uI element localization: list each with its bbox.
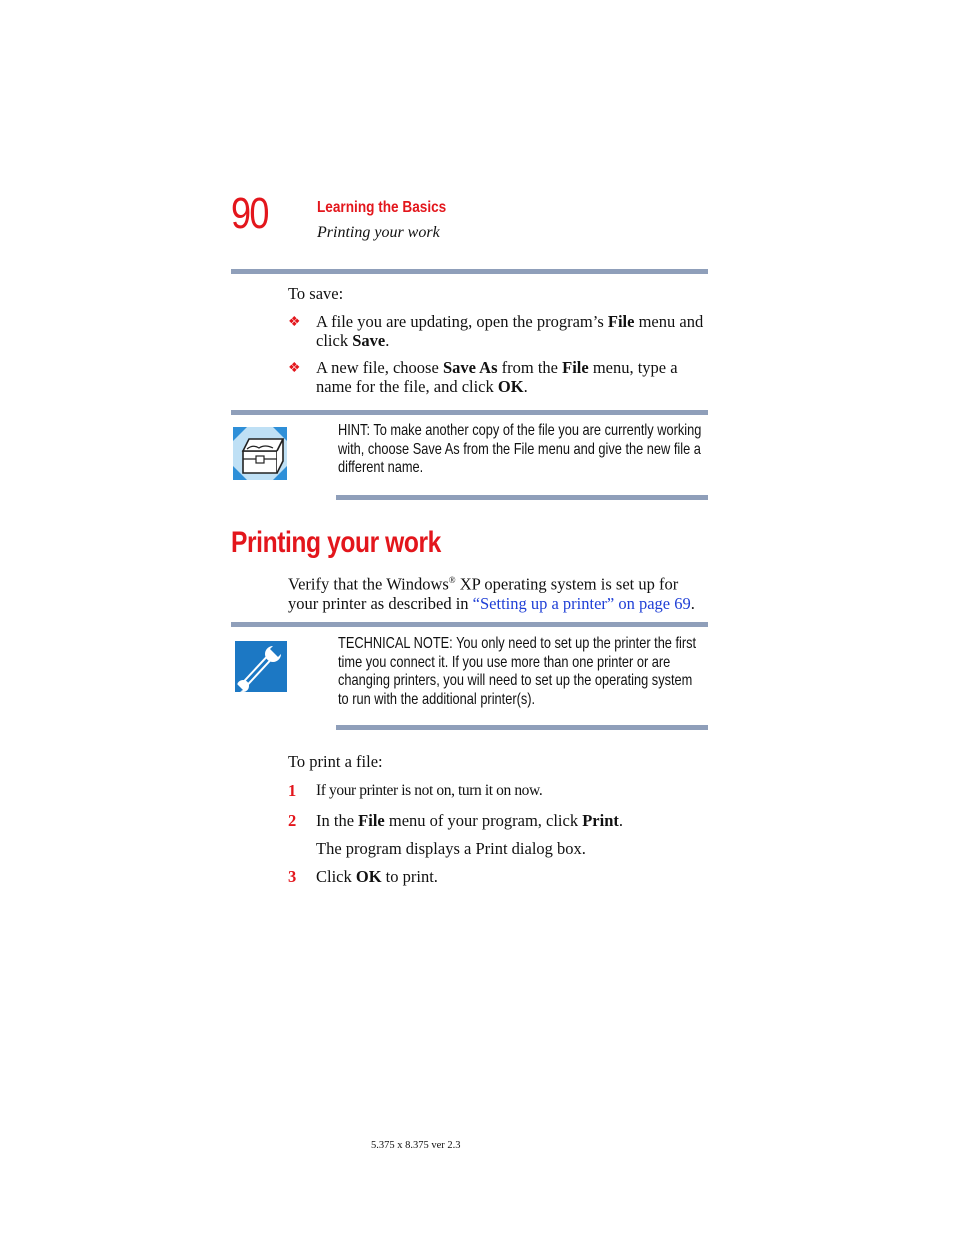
step-1-text: If your printer is not on, turn it on now. xyxy=(316,782,543,799)
step-2-note: The program displays a Print dialog box. xyxy=(316,839,586,858)
header-rule xyxy=(231,269,708,274)
step-2-text: In the File menu of your program, click Print. xyxy=(316,811,624,830)
tech-note-bottom-rule xyxy=(336,725,708,730)
step-number: 2 xyxy=(288,811,297,830)
step-number: 1 xyxy=(288,781,297,800)
tech-note-text: TECHNICAL NOTE: You only need to set up the printer the first time you connect it. If you use more than one printer or are changing printers, you will need to set up the operating system to run with the additional printer(s). xyxy=(338,635,697,708)
tech-note-top-rule xyxy=(231,622,708,627)
step-3-text: Click OK to print. xyxy=(316,867,438,886)
section-heading: Printing your work xyxy=(231,526,441,559)
diamond-bullet-icon: ❖ xyxy=(288,361,301,376)
setting-up-printer-link[interactable]: “Setting up a printer” on page 69 xyxy=(472,593,691,613)
treasure-chest-icon xyxy=(233,427,287,480)
print-intro: To print a file: xyxy=(288,752,383,771)
verify-paragraph: Verify that the Windows® XP operating system is set up for your printer as described in “Setting up a printer” on page 69. xyxy=(288,574,695,613)
step-number: 3 xyxy=(288,867,297,886)
wrench-icon xyxy=(235,641,287,692)
page-number: 90 xyxy=(231,189,268,238)
hint-text: HINT: To make another copy of the file you are currently working with, choose Save As from the File menu and give the new file a different name. xyxy=(338,422,702,477)
save-intro: To save: xyxy=(288,284,344,303)
hint-bottom-rule xyxy=(336,495,708,500)
diamond-bullet-icon: ❖ xyxy=(288,315,301,330)
hint-top-rule xyxy=(231,410,708,415)
save-bullet-new-file: A new file, choose Save As from the File menu, type a name for the file, and click OK. xyxy=(316,358,678,396)
save-bullet-existing-file: A file you are updating, open the program’s File menu and click Save. xyxy=(316,312,704,350)
footer-version: 5.375 x 8.375 ver 2.3 xyxy=(371,1140,461,1151)
section-subtitle: Printing your work xyxy=(317,224,440,241)
chapter-title: Learning the Basics xyxy=(317,199,447,216)
